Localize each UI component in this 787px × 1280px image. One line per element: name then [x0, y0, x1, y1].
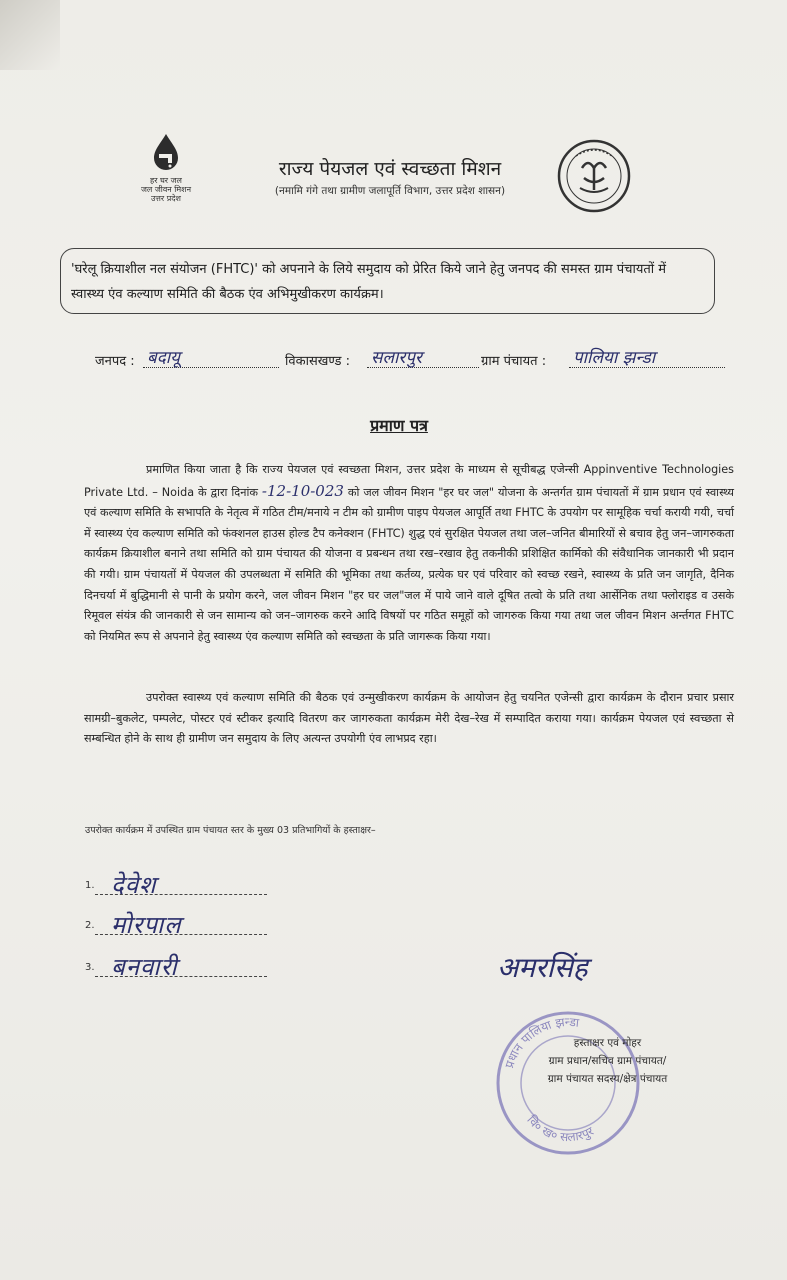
signatory-line-3: ग्राम पंचायत सदस्य/क्षेत्र पंचायत: [547, 1073, 668, 1085]
page-fold-shadow: [0, 0, 60, 70]
certificate-paragraph-2: उपरोक्त स्वास्थ्य एवं कल्याण समिति की बैठक एवं उन्मुखीकरण कार्यक्रम के आयोजन हेतु चयनित एजेन्सी द्वारा कार्यक्रम के दौरान प्रचार प्रसार सामग्री–बुकलेट, पम्पलेट, पोस्टर एवं स्टीकर इत्यादि वितरण कर जागरुकता कार्यक्रम मेरी देख–रेख में सम्पादित कराया गया। कार्यक्रम पेयजल एवं स्वच्छता से सम्बन्धित होने के साथ ही ग्रामीण जन समुदाय के लिए अत्यन्त उपयोगी एंव लाभप्रद रहा।: [84, 691, 734, 746]
paragraph-1-text-b: को जल जीवन मिशन "हर घर जल" योजना के अन्तर्गत ग्राम पंचायतों में ग्राम प्रधान एवं स्वास्थ्य एवं कल्याण समिति के सभापति के नेतृत्व में गठित टीम/मनाये न टीम को ग्रामीण पाइप पेयजल आपूर्ति तथा FHTC के उपयोग पर सामूहिक चर्चा करायी गयी, चर्चा में स्वास्थ्य एंव कल्याण समिति को फंक्शनल हाउस होल्ड टैप कनेक्शन (FHTC) शुद्ध एवं सुरक्षित पेयजल तथा जल–जनित बीमारियों से बचाव हेतु जन–जागरुकता कार्यक्रम क्रियाशील बनाने तथा समिति को ग्राम पंचायत की योजना व प्रबन्धन तथा रख–रखाव हेतु तकनीकी प्रशिक्षित कार्मिको की संवैधानिक जानकारी भी प्रदान की गयी। ग्राम पंचायतों में पेयजल की उपलब्धता में समिति की भूमिका तथा कर्तव्य, प्रत्येक घर एवं परिवार को स्वच्छ रखने, स्वास्थ्य के प्रति जन जागृति, दैनिक दिनचर्या में बुद्धिमानी से पानी के प्रयोग करने, जल जीवन मिशन "हर घर जल"जल में पाये जाने वाले दूषित तत्वो के प्रति तथा आर्सेनिक तथा फ्लोराइड व उसके रिमूवल संयंत्र की जानकारी से जन सामान्य को जन–जागरुक करने आदि विषयों पर गठित समूहों को जागरुक किया गया तथा जल जीवन मिशन अर्न्तगत FHTC को नियमित रूप से अपनाने हेतु स्वास्थ्य एंव कल्याण समिति को स्वच्छता के प्रति जागरूक किया गया।: [84, 485, 734, 643]
stamp-bottom-text: वि० ख० सलारपुर: [524, 1112, 596, 1145]
signatory-line-2: ग्राम प्रधान/सचिव ग्राम पंचायत/: [548, 1055, 667, 1067]
pradhan-signature: अमरसिंह: [497, 951, 588, 984]
district-label: जनपद :: [95, 354, 135, 369]
participant-signature-3: [85, 950, 285, 980]
participant-name: देवेश: [111, 871, 157, 899]
signatory-block: [520, 1034, 695, 1088]
gram-panchayat-label: ग्राम पंचायत :: [481, 354, 547, 369]
participant-signature-1: [85, 868, 285, 898]
signature-dashed-line: [95, 894, 267, 895]
participant-name: बनवारी: [111, 953, 178, 981]
participant-signature-2: [85, 908, 285, 938]
water-drop-icon: [148, 132, 184, 172]
jal-jeevan-mission-logo: [130, 132, 202, 203]
signatory-line-1: हस्ताक्षर एवं मोहर: [573, 1037, 642, 1049]
participant-name: मोरपाल: [111, 911, 182, 939]
block-label: विकासखण्ड :: [285, 354, 351, 369]
logo-tagline: हर घर जल जल जीवन मिशन उत्तर प्रदेश: [140, 176, 192, 203]
header-subtitle: (नमामि गंगे तथा ग्रामीण जलापूर्ति विभाग, उत्तर प्रदेश शासन): [274, 185, 506, 197]
block-value: सलारपुर: [371, 348, 422, 368]
attendance-line: उपरोक्त कार्यक्रम में उपस्थित ग्राम पंचायत स्तर के मुख्य 03 प्रतिभागियों के हस्ताक्षर–: [85, 825, 376, 836]
paragraph-1-text-a: प्रमाणित किया जाता है कि राज्य पेयजल एवं स्वच्छता मिशन, उत्तर प्रदेश के माध्यम से सूचीबद्ध एजेन्सी Appinventive Technologies Private Ltd. – Noida के द्वारा दिनांक: [84, 463, 734, 499]
gram-panchayat-value: पालिया झन्डा: [573, 348, 656, 368]
participant-number: 2.: [85, 920, 95, 931]
header-title: राज्य पेयजल एवं स्वच्छता मिशन: [278, 158, 502, 180]
participant-number: 3.: [85, 962, 95, 973]
program-date: -12-10-023: [261, 481, 344, 500]
location-row: [95, 345, 735, 375]
certificate-paragraph-1: [84, 460, 734, 647]
svg-text:वि० ख० सलारपुर: [524, 1113, 597, 1144]
participant-number: 1.: [85, 880, 95, 891]
up-state-emblem-icon: [556, 138, 632, 214]
district-value: बदायू: [147, 348, 180, 368]
program-title-box: 'घरेलू क्रियाशील नल संयोजन (FHTC)' को अपनाने के लिये समुदाय को प्रेरित किये जाने हेतु जनपद की समस्त ग्राम पंचायतों में स्वास्थ्य एंव कल्याण समिति की बैठक एंव अभिमुखीकरण कार्यक्रम।: [60, 248, 715, 314]
signature-dashed-line: [95, 934, 267, 935]
signature-dashed-line: [95, 976, 267, 977]
stamp-top-text: प्रधान पालिया झन्डा: [502, 1014, 580, 1070]
certificate-title: प्रमाण पत्र: [370, 416, 428, 435]
